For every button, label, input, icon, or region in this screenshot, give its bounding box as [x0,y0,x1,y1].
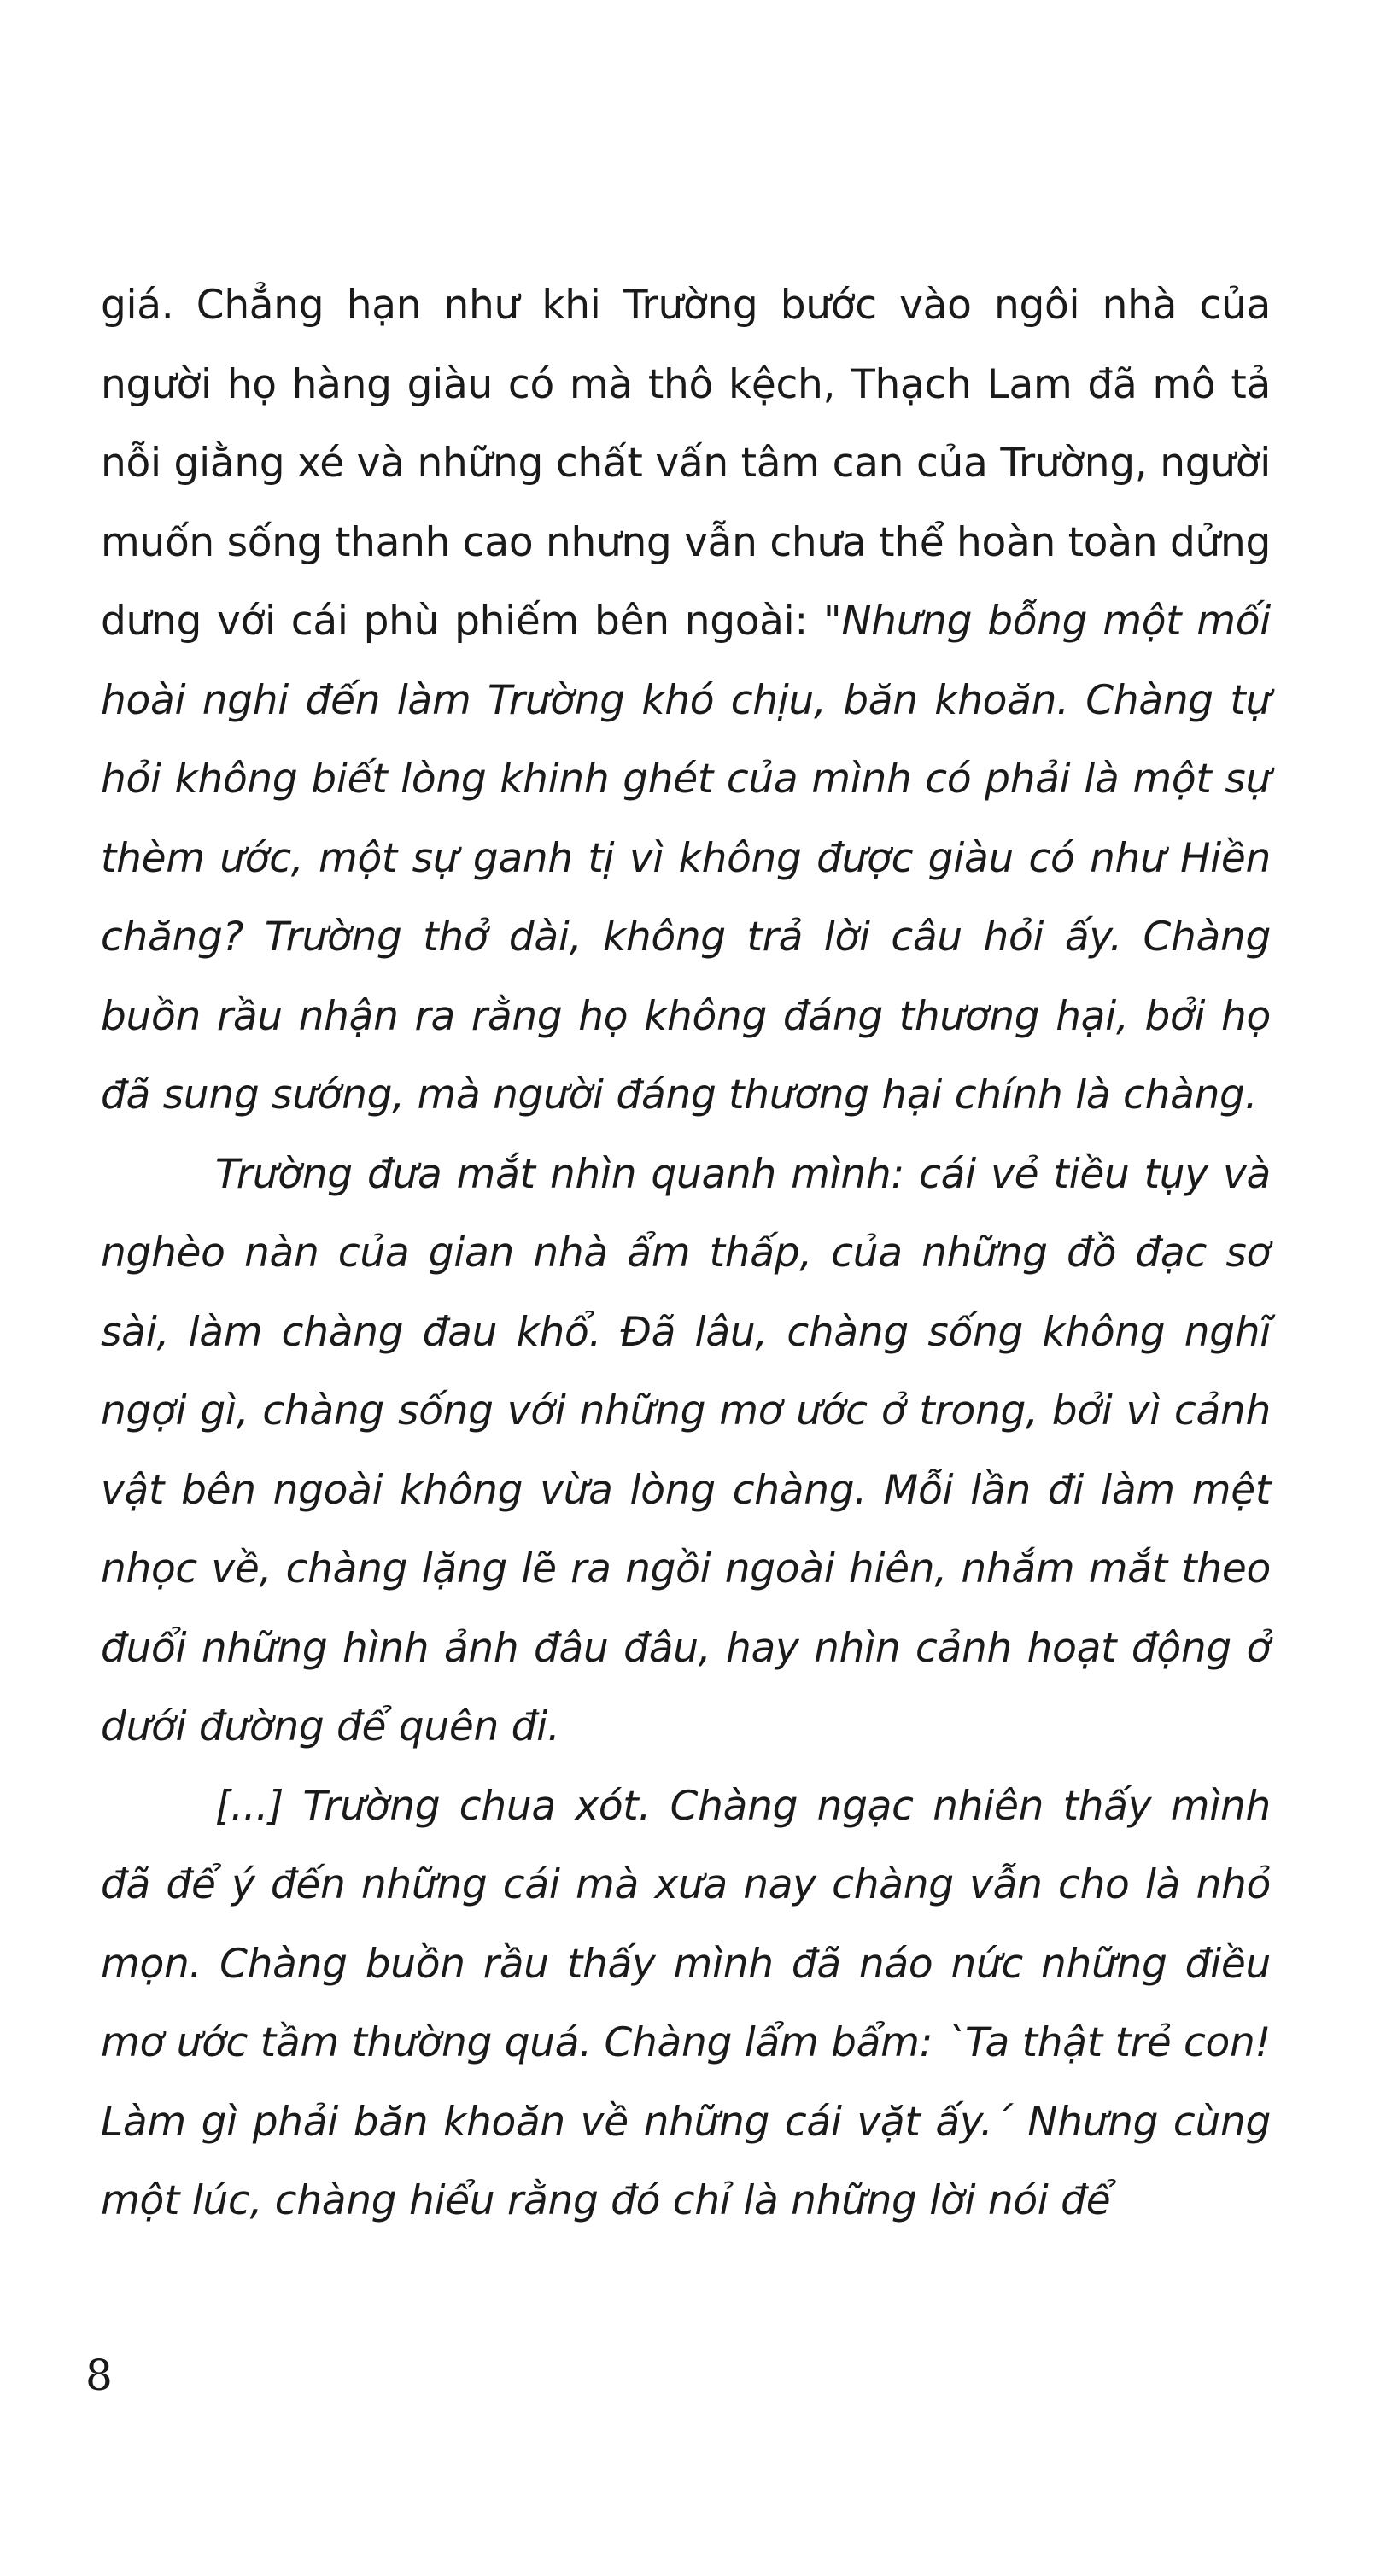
paragraph-1 [101,266,1271,1136]
page-body-text [101,266,1271,2241]
paragraph-1-normal-text: giá. Chẳng hạn như khi Trường bước vào ngôi nhà của người họ hàng giàu có mà thô kệch, Thạch Lam đã mô tả nỗi giằng xé và những chất vấn tâm can của Trường, người muốn sống thanh cao nhưng vẫn chưa thể hoàn toàn dửng dưng với cái phù phiếm bên ngoài: [101,282,1271,645]
paragraph-3: [...] Trường chua xót. Chàng ngạc nhiên thấy mình đã để ý đến những cái mà xưa nay chàng vẫn cho là nhỏ mọn. Chàng buồn rầu thấy mình đã náo nức những điều mơ ước tầm thường quá. Chàng lẩm bẩm: `Ta thật trẻ con! Làm gì phải băn khoăn về những cái vặt ấy.´ Nhưng cùng một lúc, chàng hiểu rằng đó chỉ là những lời nói để [101,1782,1271,2224]
paragraph-2: Trường đưa mắt nhìn quanh mình: cái vẻ tiều tụy và nghèo nàn của gian nhà ẩm thấp, của những đồ đạc sơ sài, làm chàng đau khổ. Đã lâu, chàng sống không nghĩ ngợi gì, chàng sống với những mơ ước ở trong, bởi vì cảnh vật bên ngoài không vừa lòng chàng. Mỗi lần đi làm mệt nhọc về, chàng lặng lẽ ra ngồi ngoài hiên, nhắm mắt theo đuổi những hình ảnh đâu đâu, hay nhìn cảnh hoạt động ở dưới đường để quên đi. [101,1150,1271,1750]
paragraph-1-italic-quote: "Nhưng bỗng một mối hoài nghi đến làm Trường khó chịu, băn khoăn. Chàng tự hỏi không biết lòng khinh ghét của mình có phải là một sự thèm ước, một sự ganh tị vì không được giàu có như Hiền chăng? Trường thở dài, không trả lời câu hỏi ấy. Chàng buồn rầu nhận ra rằng họ không đáng thương hại, bởi họ đã sung sướng, mà người đáng thương hại chính là chàng. [101,598,1272,1119]
page-number: 8 [85,2351,113,2400]
